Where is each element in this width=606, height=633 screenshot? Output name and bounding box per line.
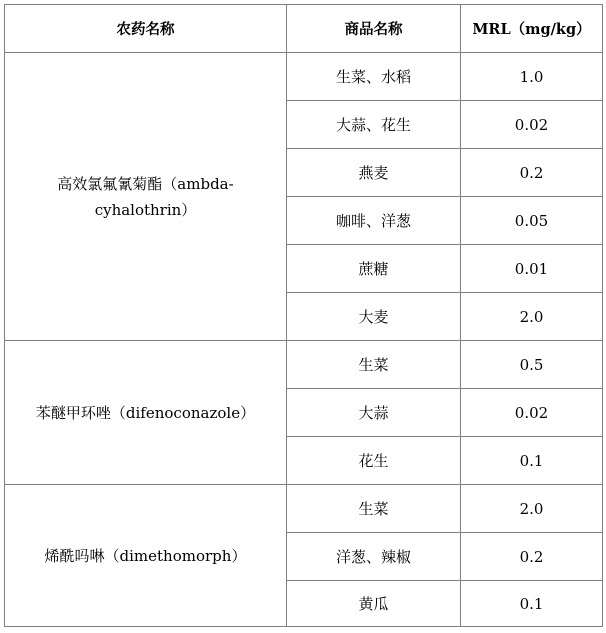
commodity-cell: 生菜 — [287, 485, 461, 533]
table-row — [5, 341, 603, 389]
header-mrl: MRL（mg/kg） — [461, 5, 603, 53]
header-pesticide: 农药名称 — [5, 5, 287, 53]
commodity-cell: 大蒜 — [287, 389, 461, 437]
mrl-table — [4, 4, 603, 627]
mrl-cell: 0.2 — [461, 149, 603, 197]
mrl-cell: 0.5 — [461, 341, 603, 389]
commodity-cell: 燕麦 — [287, 149, 461, 197]
mrl-cell: 0.1 — [461, 437, 603, 485]
commodity-cell: 大蒜、花生 — [287, 101, 461, 149]
mrl-cell: 1.0 — [461, 53, 603, 101]
header-row — [5, 5, 603, 53]
mrl-cell: 2.0 — [461, 485, 603, 533]
commodity-cell: 洋葱、辣椒 — [287, 533, 461, 581]
mrl-cell: 2.0 — [461, 293, 603, 341]
header-commodity: 商品名称 — [287, 5, 461, 53]
table-row — [5, 485, 603, 533]
mrl-cell: 0.05 — [461, 197, 603, 245]
commodity-cell: 花生 — [287, 437, 461, 485]
pesticide-name: 高效氯氟氰菊酯（ambda-cyhalothrin） — [5, 53, 287, 341]
pesticide-name: 烯酰吗啉（dimethomorph） — [5, 485, 287, 627]
commodity-cell: 生菜、水稻 — [287, 53, 461, 101]
commodity-cell: 蔗糖 — [287, 245, 461, 293]
mrl-cell: 0.01 — [461, 245, 603, 293]
commodity-cell: 黄瓜 — [287, 581, 461, 627]
commodity-cell: 大麦 — [287, 293, 461, 341]
mrl-cell: 0.02 — [461, 389, 603, 437]
commodity-cell: 生菜 — [287, 341, 461, 389]
mrl-cell: 0.1 — [461, 581, 603, 627]
mrl-cell: 0.2 — [461, 533, 603, 581]
pesticide-name: 苯醚甲环唑（difenoconazole） — [5, 341, 287, 485]
table-row — [5, 53, 603, 101]
commodity-cell: 咖啡、洋葱 — [287, 197, 461, 245]
mrl-cell: 0.02 — [461, 101, 603, 149]
